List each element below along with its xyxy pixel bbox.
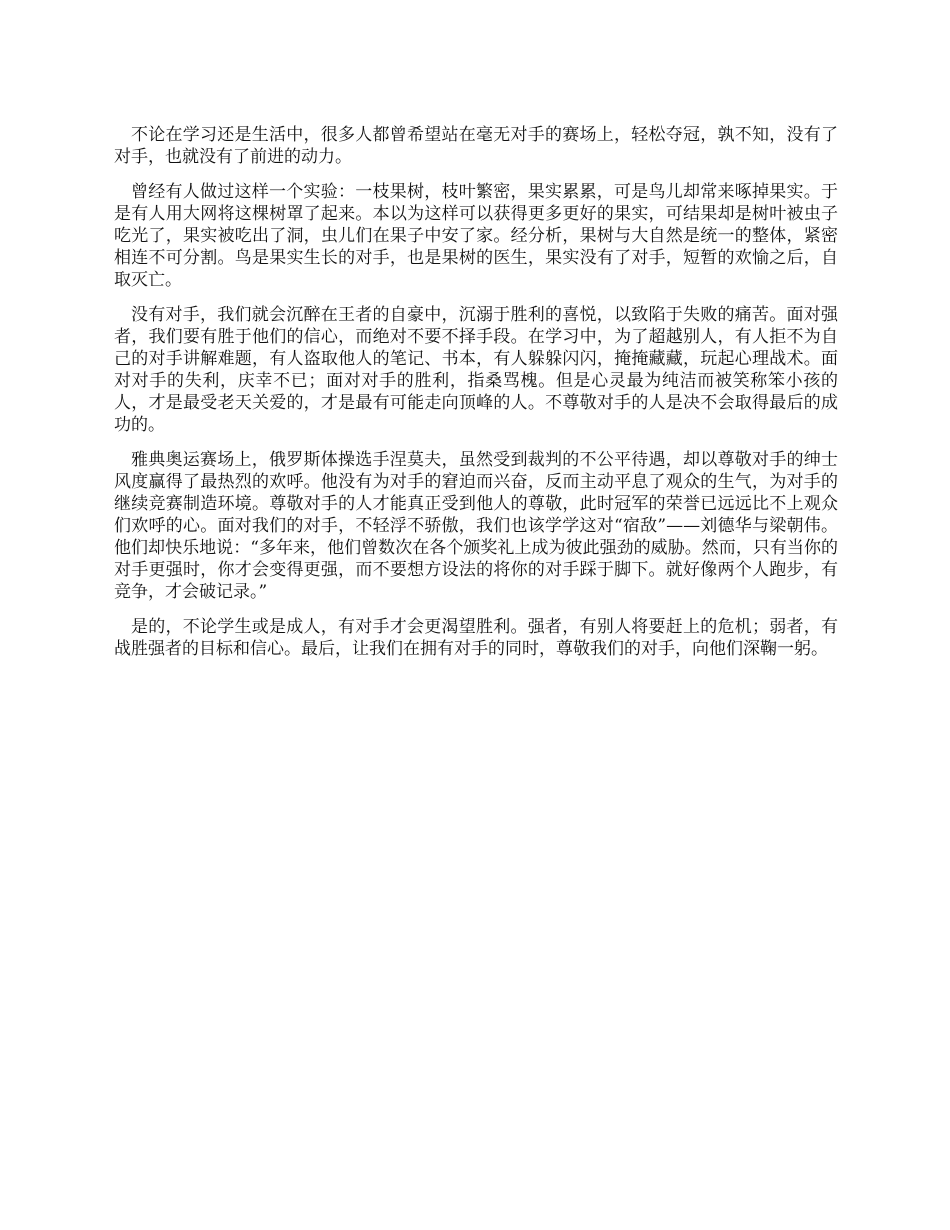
paragraph-intro: 不论在学习还是生活中，很多人都曾希望站在毫无对手的赛场上，轻松夺冠，孰不知，没有了对手，也就没有了前进的动力。: [114, 125, 838, 167]
article-body: [114, 124, 838, 673]
paragraph-without-rivals: 没有对手，我们就会沉醉在王者的自豪中，沉溺于胜利的喜悦，以致陷于失败的痛苦。面对强者，我们要有胜于他们的信心，而绝对不要不择手段。在学习中，为了超越别人，有人拒不为自己的对手讲解难题，有人盗取他人的笔记、书本，有人躲躲闪闪，掩掩藏藏，玩起心理战术。面对对手的失利，庆幸不已；面对对手的胜利，指桑骂槐。但是心灵最为纯洁而被笑称笨小孩的人，才是最受老天关爱的，才是最有可能走向顶峰的人。不尊敬对手的人是决不会取得最后的成功的。: [114, 305, 838, 435]
paragraph-athens-olympics: 雅典奥运赛场上，俄罗斯体操选手涅莫夫，虽然受到裁判的不公平待遇，却以尊敬对手的绅士风度赢得了最热烈的欢呼。他没有为对手的窘迫而兴奋，反而主动平息了观众的生气，为对手的继续竞赛制造环境。尊敬对手的人才能真正受到他人的尊敬，此时冠军的荣誉已远远比不上观众们欢呼的心。面对我们的对手，不轻浮不骄傲，我们也该学学这对“宿敌”——刘德华与梁朝伟。他们却快乐地说：“多年来，他们曾数次在各个颁奖礼上成为彼此强劲的威胁。然而，只有当你的对手更强时，你才会变得更强，而不要想方设法的将你的对手踩于脚下。就好像两个人跑步，有竞争，才会破记录。”: [114, 450, 838, 602]
paragraph-conclusion: 是的，不论学生或是成人，有对手才会更渴望胜利。强者，有别人将要赶上的危机；弱者，有战胜强者的目标和信心。最后，让我们在拥有对手的同时，尊敬我们的对手，向他们深鞠一躬。: [114, 617, 838, 659]
paragraph-fruit-tree-experiment: 曾经有人做过这样一个实验：一枝果树，枝叶繁密，果实累累，可是鸟儿却常来啄掉果实。于是有人用大网将这棵树罩了起来。本以为这样可以获得更多更好的果实，可结果却是树叶被虫子吃光了，果实被吃出了洞，虫儿们在果子中安了家。经分析，果树与大自然是统一的整体，紧密相连不可分割。鸟是果实生长的对手，也是果树的医生，果实没有了对手，短暂的欢愉之后，自取灭亡。: [114, 182, 838, 290]
